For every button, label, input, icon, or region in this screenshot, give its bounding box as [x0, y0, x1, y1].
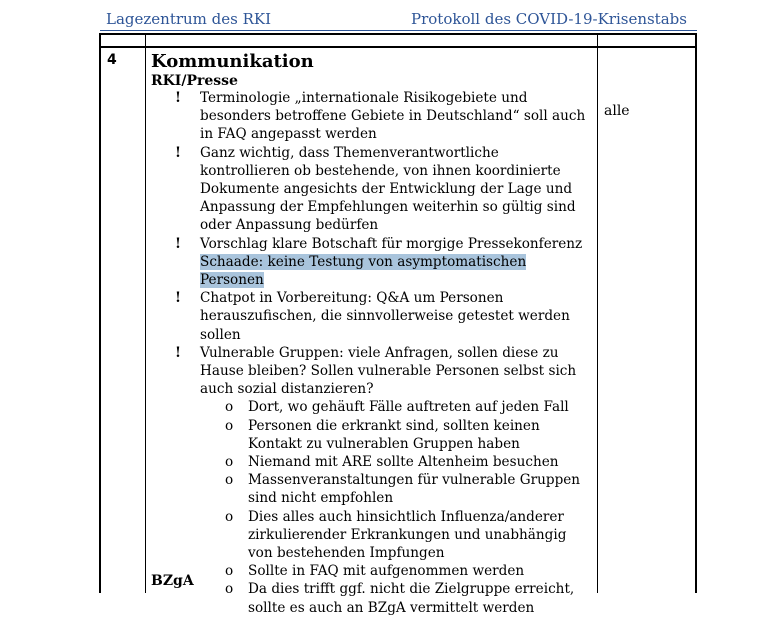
circle-bullet-icon: o: [225, 454, 234, 471]
circle-bullet-icon: o: [225, 563, 234, 580]
bullet-list: [170, 89, 590, 617]
sub-bullet-text: Dies alles auch hinsichtlich Influenza/anderer zirkulierender Erkrankungen und unabhängig von bestehenden Impfungen: [248, 508, 567, 562]
exclamation-bullet-icon: !: [175, 90, 181, 106]
header-divider: [100, 30, 697, 31]
header-document-title: Protokoll des COVID-19-Krisenstabs: [411, 10, 687, 28]
table-column-divider-responsible: [597, 35, 598, 593]
exclamation-bullet-icon: !: [175, 290, 181, 307]
next-subtitle: BZgA: [151, 573, 194, 589]
circle-bullet-icon: o: [225, 472, 234, 489]
bullet-text: Terminologie „internationale Risikogebiete und besonders betroffene Gebiete in Deutschland“ soll auch in FAQ angepasst werden: [200, 90, 586, 143]
circle-bullet-icon: o: [225, 417, 234, 434]
sub-bullet-text: Dort, wo gehäuft Fälle auftreten auf jeden Fall: [248, 399, 569, 416]
sub-list-item: [222, 562, 590, 580]
sub-list-item: [222, 453, 590, 471]
agenda-item-number: 4: [107, 52, 117, 68]
sub-bullet-text: Personen die erkrankt sind, sollten keinen Kontakt zu vulnerablen Gruppen haben: [248, 417, 540, 452]
sub-list-item: [222, 417, 590, 453]
section-title: Kommunikation: [151, 51, 314, 72]
sub-bullet-text: Massenveranstaltungen für vulnerable Gruppen sind nicht empfohlen: [248, 472, 581, 507]
bullet-text: Chatpot in Vorbereitung: Q&A um Personen herauszufischen, die sinnvollerweise getestet werden sollen: [200, 290, 570, 343]
responsible-cell: alle: [604, 103, 630, 119]
circle-bullet-icon: o: [225, 508, 234, 525]
sub-list-item: [222, 471, 590, 507]
sub-list-item: [222, 398, 590, 416]
list-item: [170, 144, 590, 235]
circle-bullet-icon: o: [225, 581, 234, 598]
list-item: [170, 289, 590, 344]
list-item: [170, 344, 590, 617]
sub-bullet-text: Sollte in FAQ mit aufgenommen werden: [248, 563, 525, 580]
bullet-text: Ganz wichtig, dass Themenverantwortliche kontrollieren ob bestehende, von ihnen koordinierte Dokumente angesichts der Entwicklung der Lage und Anpassung der Empfehlungen weiterhin so gültig sind oder Anpassung bedürfen: [200, 144, 576, 234]
sub-bullet-list: [222, 398, 590, 616]
header-organization: Lagezentrum des RKI: [106, 10, 272, 28]
bullet-text: Vulnerable Gruppen: viele Anfragen, sollen diese zu Hause bleiben? Sollen vulnerable Personen selbst sich auch sozial distanzieren?: [200, 344, 577, 398]
highlighted-text: Schaade: keine Testung von asymptomatischen Personen: [200, 253, 527, 289]
table-column-divider-number: [145, 35, 146, 593]
bullet-text: Vorschlag klare Botschaft für morgige Pressekonferenz: [200, 235, 583, 252]
circle-bullet-icon: o: [225, 399, 234, 416]
exclamation-bullet-icon: !: [175, 235, 181, 252]
section-subtitle: RKI/Presse: [151, 73, 238, 89]
sub-bullet-text: Niemand mit ARE sollte Altenheim besuchen: [248, 454, 559, 471]
sub-bullet-text: Da dies trifft ggf. nicht die Zielgruppe erreicht, sollte es auch an BZgA vermittelt werden: [248, 581, 575, 616]
exclamation-bullet-icon: !: [175, 344, 181, 361]
sub-list-item: [222, 508, 590, 563]
list-item: [170, 89, 590, 144]
table-row-divider: [101, 46, 695, 48]
exclamation-bullet-icon: !: [175, 144, 181, 161]
sub-list-item: [222, 580, 590, 616]
list-item: [170, 235, 590, 290]
